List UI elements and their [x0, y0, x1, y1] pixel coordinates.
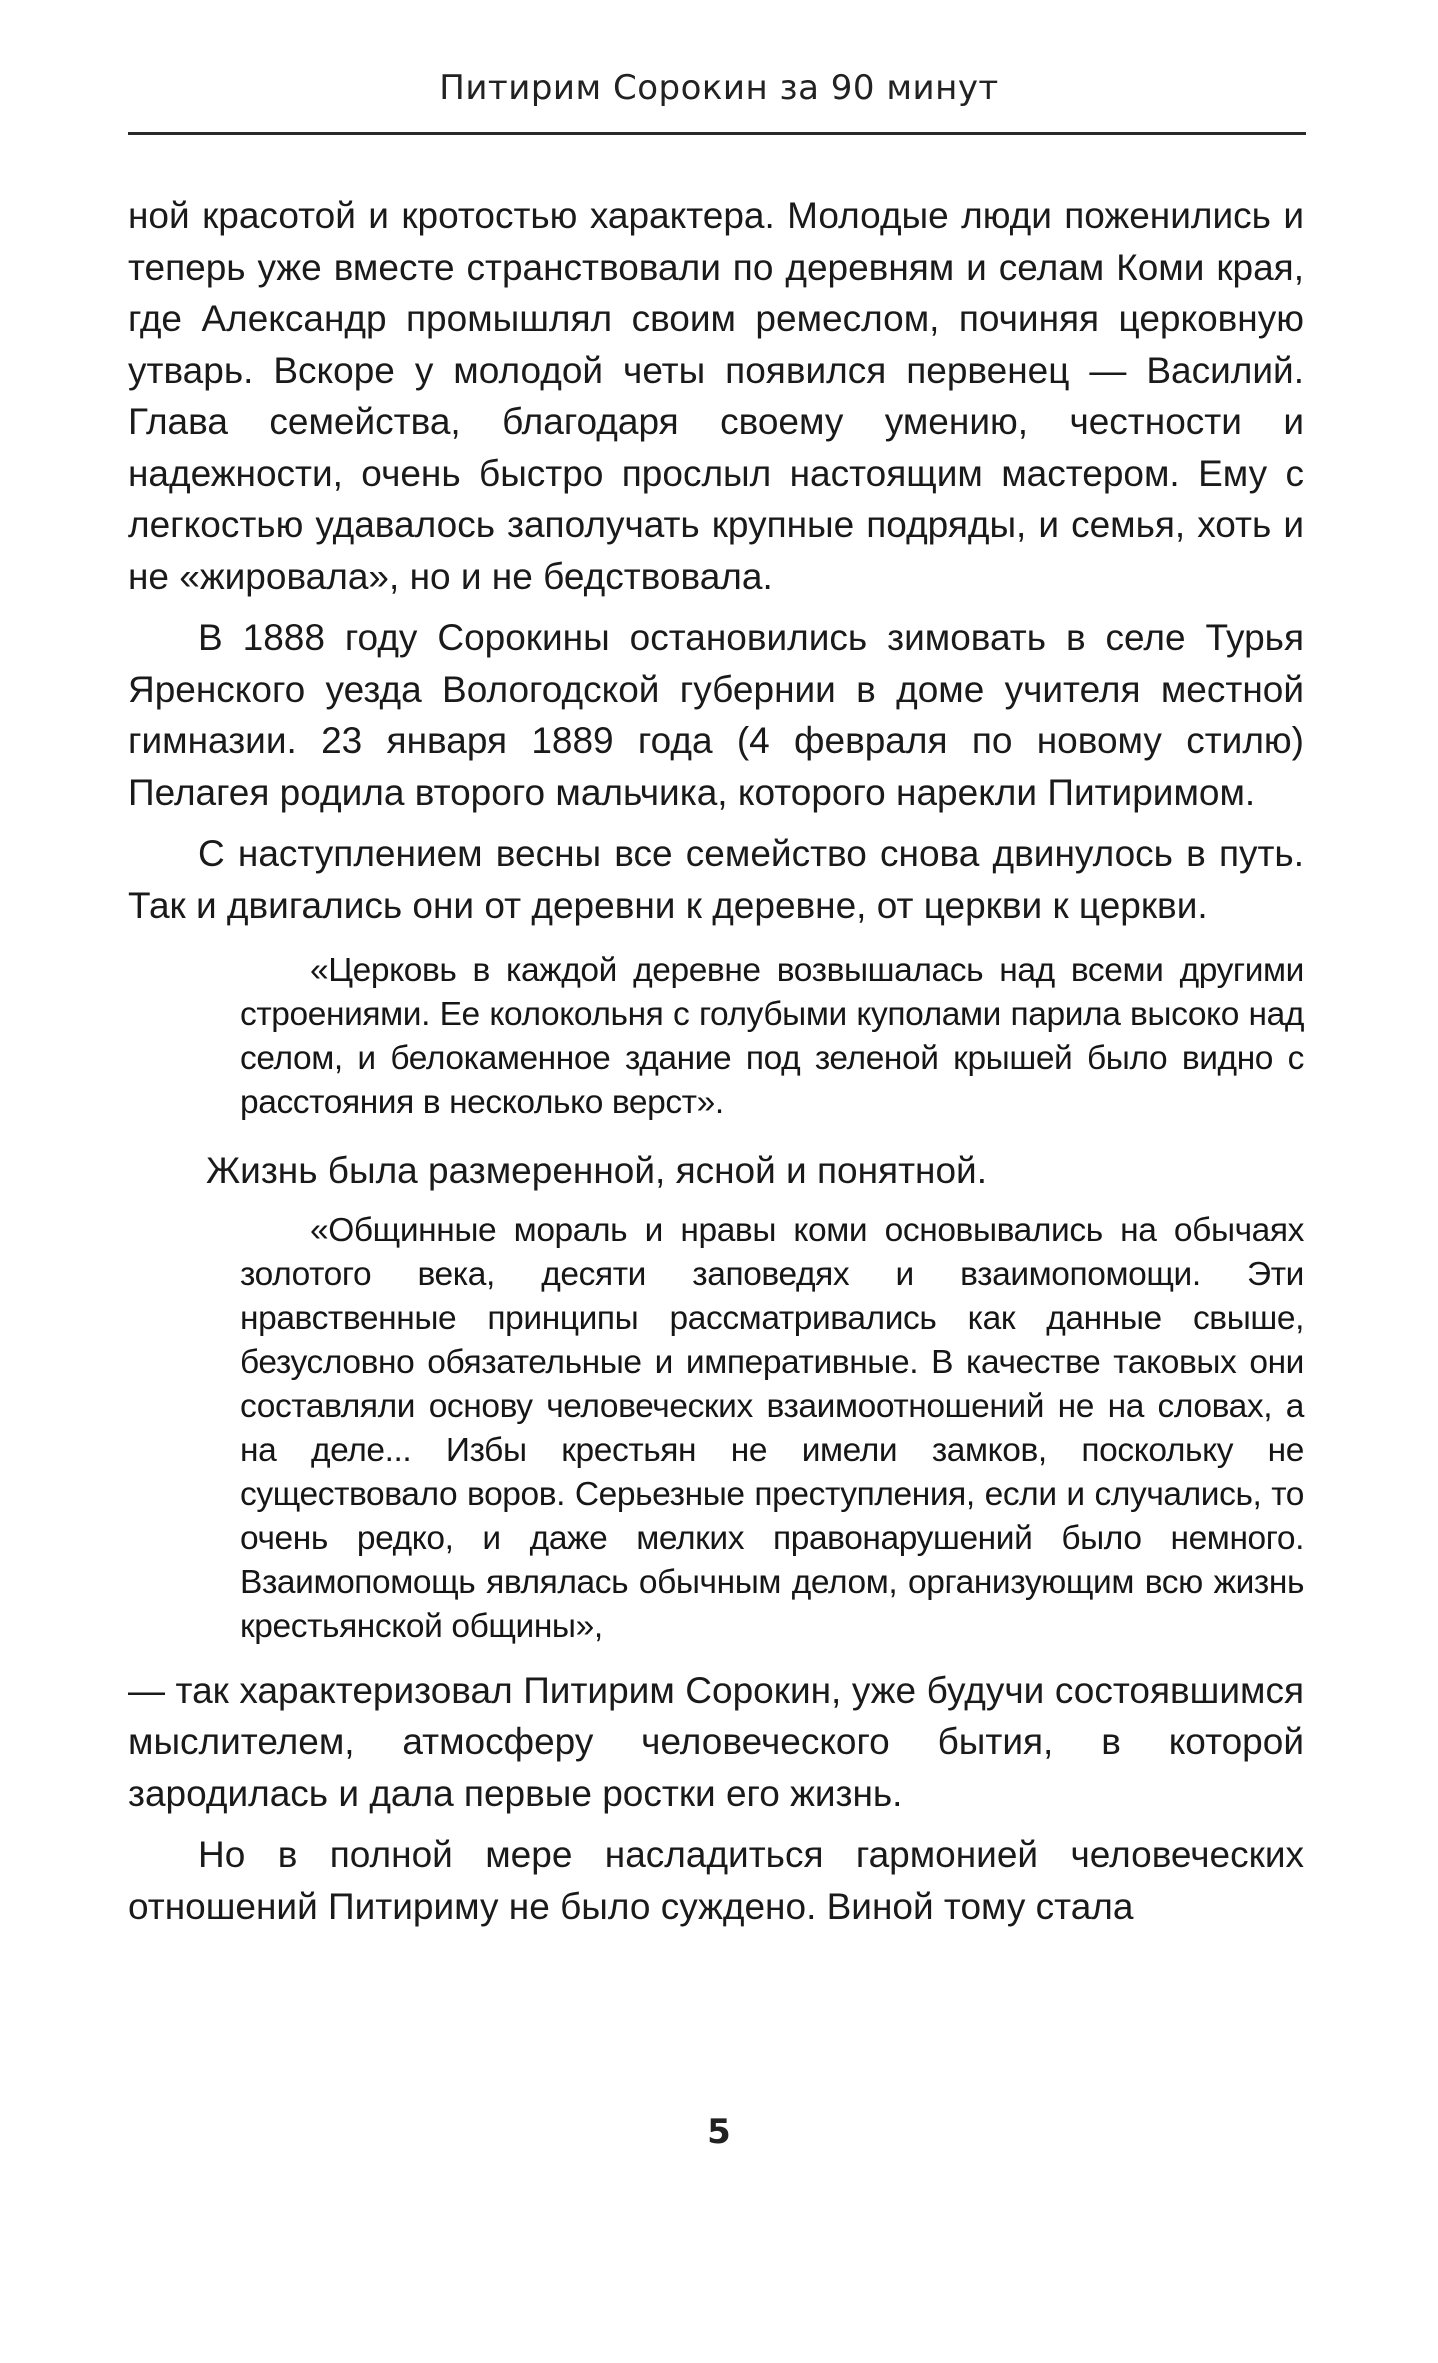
page-number: 5 [707, 2112, 731, 2152]
paragraph-6: Но в полной мере насладиться гармонией человеческих отношений Питириму не было суждено. Виной тому стала [128, 1834, 1304, 1927]
body-text [128, 190, 1304, 1932]
paragraph-5: — так характеризовал Питирим Сорокин, уже будучи состоявшимся мыслителем, атмосферу человеческого бытия, в которой зародилась и дала первые ростки его жизнь. [128, 1669, 1304, 1814]
header-rule [128, 132, 1306, 135]
running-header: Питирим Сорокин за 90 минут [439, 68, 999, 108]
paragraph-4: Жизнь была размеренной, ясной и понятной. [206, 1150, 987, 1191]
quote-church: «Церковь в каждой деревне возвышалась над всеми другими строениями. Ее колокольня с голубыми куполами парила высоко над селом, и белокаменное здание под зеленой крышей было видно с расстояния в несколько верст». [240, 952, 1304, 1121]
paragraph-1: ной красотой и кротостью характера. Молодые люди поженились и теперь уже вместе странствовали по деревням и селам Коми края, где Александр промышлял своим ремеслом, починяя церковную утварь. Вскоре у молодой четы появился первенец — Василий. Глава семейства, благодаря своему умению, честности и надежности, очень быстро прослыл настоящим мастером. Ему с легкостью удавалось заполучать крупные подряды, и семья, хоть и не «жировала», но и не бедствовала. [128, 195, 1304, 597]
quote-community: «Общинные мораль и нравы коми основывались на обычаях золотого века, десяти заповедях и взаимопомощи. Эти нравственные принципы рассматривались как данные свыше, безусловно обязательные и императивные. В качестве таковых они составляли основу человеческих взаимоотношений не на словах, а на деле... Избы крестьян не имели замков, поскольку не существовало воров. Серьезные преступления, если и случались, то очень редко, и даже мелких правонарушений было немного. Взаимопомощь являлась обычным делом, организующим всю жизнь крестьянской общины», [240, 1211, 1304, 1645]
paragraph-2: В 1888 году Сорокины остановились зимовать в селе Турья Яренского уезда Вологодской губернии в доме учителя местной гимназии. 23 января 1889 года (4 февраля по новому стилю) Пелагея родила второго мальчика, которого нарекли Питиримом. [128, 617, 1304, 813]
paragraph-3: С наступлением весны все семейство снова двинулось в путь. Так и двигались они от деревни к деревне, от церкви к церкви. [128, 833, 1304, 926]
